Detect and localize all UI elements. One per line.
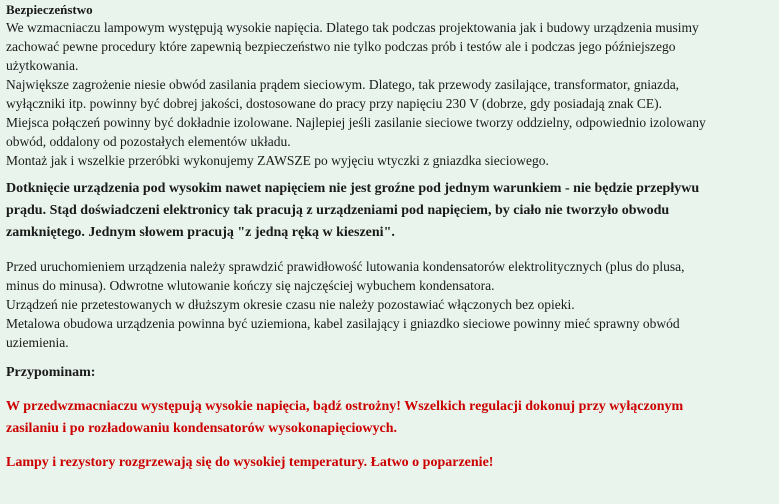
text-line: obwód, oddalony od pozostałych elementów układu. [6,134,291,149]
spacer [6,352,776,364]
text-line: Największe zagrożenie niesie obwód zasilania prądem sieciowym. Dlatego, tak przewody zasilające, transformator, gniazda, [6,77,680,92]
text-line: uziemienia. [6,335,69,350]
safety-intro-paragraph [6,18,776,170]
spacer [6,244,776,257]
spacer [6,440,776,452]
text-line: W przedwzmacniaczu występują wysokie napięcia, bądź ostrożny! Wszelkich regulacji dokonuj przy wyłączonym [6,399,684,414]
text-line: Przed uruchomieniem urządzenia należy sprawdzić prawidłowość lutowania kondensatorów elektrolitycznych (plus do plusa, [6,259,685,274]
text-line: prądu. Stąd doświadczeni elektronicy tak pracują z urządzeniami pod napięciem, by ciało nie tworzyło obwodu [6,203,670,218]
startup-checks-paragraph [6,257,776,352]
text-line: Urządzeń nie przetestowanych w dłuższym okresie czasu nie należy pozostawiać włączonych bez opieki. [6,297,575,312]
text-line: wyłączniki itp. powinny być dobrej jakości, dostosowane do pracy przy napięciu 230 V (dobrze, gdy posiadają znak CE). [6,96,662,111]
text-line: użytkowania. [6,58,79,73]
text-line: Metalowa obudowa urządzenia powinna być uziemiona, kabel zasilający i gniazdko sieciowe powinny mieć sprawny obwód [6,316,680,331]
text-line: We wzmacniaczu lampowym występują wysokie napięcia. Dlatego tak podczas projektowania jak i budowy urządzenia musimy [6,20,699,35]
spacer [6,382,776,396]
text-line: minus do minusa). Odwrotne wlutowanie kończy się najczęściej wybuchem kondensatora. [6,278,495,293]
text-line: Dotknięcie urządzenia pod wysokim nawet napięciem nie jest groźne pod jednym warunkiem - nie będzie przepływu [6,181,700,196]
reminder-heading: Przypominam: [6,365,96,380]
section-title: Bezpieczeństwo [6,2,93,17]
burn-warning: Lampy i rezystory rozgrzewają się do wysokiej temperatury. Łatwo o poparzenie! [6,455,494,470]
article [6,2,776,474]
text-line: zachować pewne procedury które zapewnią bezpieczeństwo nie tylko podczas prób i testów ale i podczas jego późniejszego [6,39,676,54]
text-line: Montaż jak i wszelkie przeróbki wykonujemy ZAWSZE po wyjęciu wtyczki z gniazdka sieciowego. [6,153,549,168]
text-line: zasilaniu i po rozładowaniu kondensatorów wysokonapięciowych. [6,421,398,436]
high-voltage-warning [6,178,776,244]
text-line: Miejsca połączeń powinny być dokładnie izolowane. Najlepiej jeśli zasilanie sieciowe tworzy oddzielny, odpowiednio izolowany [6,115,706,130]
text-line: zamkniętego. Jednym słowem pracują "z jedną ręką w kieszeni". [6,225,395,240]
preamp-voltage-warning [6,396,776,440]
spacer [6,170,776,178]
